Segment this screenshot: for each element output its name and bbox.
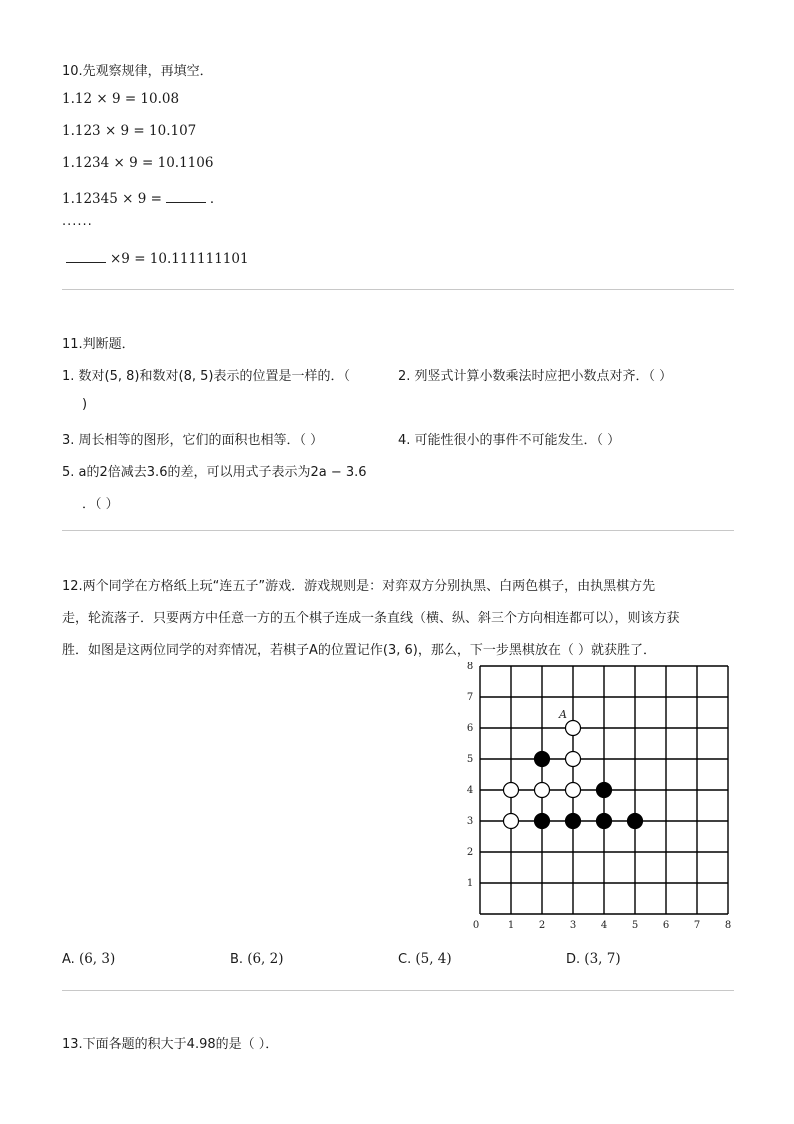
- x-tick-label: 1: [507, 920, 515, 931]
- q11-item-1-continued: ): [82, 397, 88, 412]
- q11-item-3-text: 周长相等的图形，它们的面积也相等．（ ）: [78, 433, 324, 448]
- x-tick-label: 5: [631, 920, 639, 931]
- q12-text-line-1: 12.两个同学在方格纸上玩“连五子”游戏．游戏规则是：对弈双方分别执黑、白两色棋子，由执黑棋方先: [62, 579, 656, 594]
- q11-item-1-text: 数对(5, 8)和数对(8, 5)表示的位置是一样的．（: [78, 369, 350, 384]
- white-stone: [566, 752, 581, 767]
- q12-text-line-3: 胜．如图是这两位同学的对弈情况，若棋子A的位置记作(3, 6)，那么，下一步黑棋放在（ ）就获胜了．: [62, 643, 656, 658]
- q13-title: 13.下面各题的积大于4.98的是（ ）．: [62, 1037, 279, 1052]
- separator: [62, 289, 734, 290]
- q12-option-d-letter: D.: [566, 952, 581, 967]
- q11-item-2-number: 2.: [398, 369, 411, 384]
- q11-item-5-text: a的2倍减去3.6的差，可以用式子表示为2a − 3.6: [78, 465, 367, 480]
- y-tick-label: 4: [466, 785, 474, 796]
- x-tick-label: 4: [600, 920, 608, 931]
- q12-option-b[interactable]: [230, 951, 284, 967]
- q11-title: 11.判断题．: [62, 337, 135, 352]
- q10-title: 10.先观察规律，再填空．: [62, 64, 213, 79]
- separator: [62, 990, 734, 991]
- x-tick-label: 0: [472, 920, 480, 931]
- y-tick-label: 6: [466, 723, 474, 734]
- q10-row-3: 1.1234 × 9 = 10.1106: [62, 155, 214, 171]
- q12-option-b-letter: B.: [230, 952, 244, 967]
- q12-option-a-value: (6, 3): [78, 951, 116, 967]
- y-tick-label: 3: [466, 816, 474, 827]
- x-tick-label: 2: [538, 920, 546, 931]
- black-stone: [597, 814, 612, 829]
- stone-a-label: A: [559, 708, 567, 721]
- q10-row-6-expression: ×9 = 10.111111101: [110, 251, 249, 267]
- q12-option-b-value: (6, 2): [247, 951, 284, 967]
- game-board-figure: [460, 662, 740, 932]
- q10-blank-2[interactable]: [66, 251, 106, 263]
- x-tick-label: 8: [724, 920, 732, 931]
- q12-option-a-letter: A.: [62, 952, 75, 967]
- q10-blank-1[interactable]: [166, 191, 206, 203]
- y-tick-label: 2: [466, 847, 474, 858]
- black-stone: [535, 814, 550, 829]
- q11-item-3-number: 3.: [62, 433, 75, 448]
- white-stone: [535, 783, 550, 798]
- q11-item-1: [62, 365, 350, 384]
- q12-option-d-value: (3, 7): [584, 951, 621, 967]
- q10-row-1: 1.12 × 9 = 10.08: [62, 91, 180, 107]
- q11-item-5: [62, 461, 367, 480]
- white-stone: [566, 721, 581, 736]
- q10-row-4: [62, 187, 223, 207]
- q11-item-4: [398, 429, 620, 448]
- q10-row-4-end: ．: [209, 191, 224, 207]
- black-stone: [628, 814, 643, 829]
- q11-item-5-continued: ．（ ）: [82, 497, 119, 512]
- q12-option-c[interactable]: [398, 951, 452, 967]
- x-tick-label: 7: [693, 920, 701, 931]
- q11-item-1-number: 1.: [62, 369, 75, 384]
- q10-row-4-expression: 1.12345 × 9 =: [62, 191, 162, 207]
- q12-option-a[interactable]: [62, 951, 115, 967]
- q10-row-6: [62, 251, 249, 267]
- q12-option-c-letter: C.: [398, 952, 412, 967]
- black-stone: [566, 814, 581, 829]
- q11-item-2: [398, 365, 672, 384]
- q10-ellipsis: ······: [62, 218, 93, 233]
- x-tick-label: 3: [569, 920, 577, 931]
- q11-item-4-text: 可能性很小的事件不可能发生．（ ）: [414, 433, 621, 448]
- y-tick-label: 1: [466, 878, 474, 889]
- x-tick-label: 6: [662, 920, 670, 931]
- q12-option-d[interactable]: [566, 951, 621, 967]
- black-stone: [597, 783, 612, 798]
- q12-text-line-2: 走，轮流落子．只要两方中任意一方的五个棋子连成一条直线（横、纵、斜三个方向相连都可以），则该方获: [62, 611, 680, 626]
- black-stone: [535, 752, 550, 767]
- q11-item-2-text: 列竖式计算小数乘法时应把小数点对齐．（ ）: [414, 369, 673, 384]
- y-tick-label: 5: [466, 754, 474, 765]
- y-tick-label: 7: [466, 692, 474, 703]
- white-stone: [504, 814, 519, 829]
- white-stone: [504, 783, 519, 798]
- separator: [62, 530, 734, 531]
- q11-item-3: [62, 429, 323, 448]
- white-stone: [566, 783, 581, 798]
- q11-item-5-number: 5.: [62, 465, 75, 480]
- q10-row-2: 1.123 × 9 = 10.107: [62, 123, 197, 139]
- q11-item-4-number: 4.: [398, 433, 411, 448]
- q12-option-c-value: (5, 4): [415, 951, 452, 967]
- y-tick-label: 8: [466, 662, 474, 672]
